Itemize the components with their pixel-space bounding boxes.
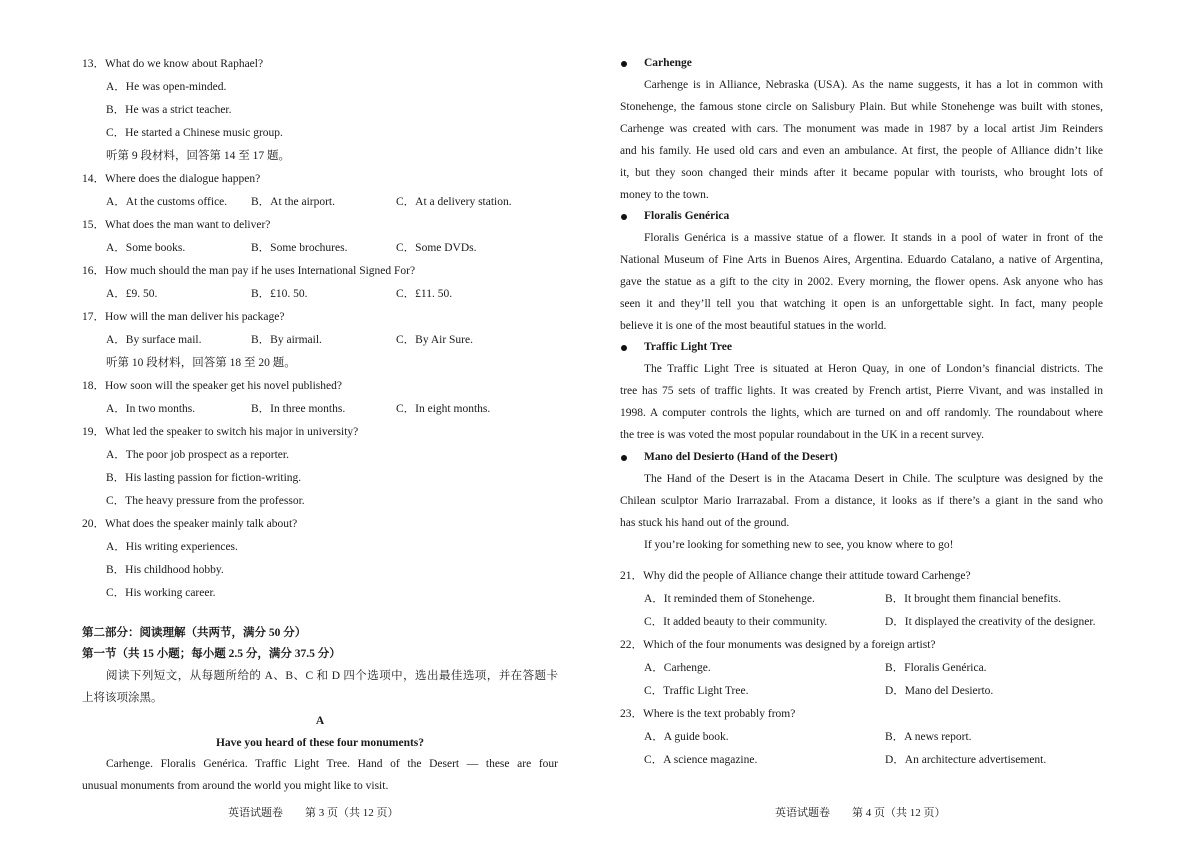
bullet-dot bbox=[621, 345, 627, 351]
q18-option-c: C．In eight months. bbox=[396, 403, 491, 415]
traffic-line-2: tree has 75 sets of traffic lights. It was created by French artist, Pierre Vivant, and was installed in bbox=[620, 385, 1103, 397]
q23-option-b: B．A news report. bbox=[885, 731, 972, 743]
question-21: 21．Why did the people of Alliance change their attitude toward Carhenge? bbox=[620, 570, 971, 582]
page-footer-left: 英语试题卷 第 3 页（共 12 页） bbox=[228, 807, 399, 819]
mano-line-1: The Hand of the Desert is in the Atacama Desert in Chile. The sculpture was designed by the bbox=[644, 473, 1103, 485]
q17-option-b: B．By airmail. bbox=[251, 334, 322, 346]
q14-option-a: A．At the customs office. bbox=[106, 196, 228, 208]
floralis-line-5: believe it is one of the most beautiful statues in the world. bbox=[620, 320, 887, 332]
q16-option-b: B．£10. 50. bbox=[251, 288, 308, 300]
question-13: 13．What do we know about Raphael? bbox=[82, 58, 264, 70]
question-19: 19．What led the speaker to switch his major in university? bbox=[82, 426, 359, 438]
q21-option-a: A．It reminded them of Stonehenge. bbox=[644, 593, 815, 605]
q22-option-a: A．Carhenge. bbox=[644, 662, 711, 674]
q23-option-a: A．A guide book. bbox=[644, 731, 729, 743]
section-heading-mano-del-desierto: Mano del Desierto (Hand of the Desert) bbox=[644, 451, 838, 463]
listening-instruction-9: 听第 9 段材料，回答第 14 至 17 题。 bbox=[106, 150, 290, 162]
q16-option-c: C．£11. 50. bbox=[396, 288, 453, 300]
q14-option-c: C．At a delivery station. bbox=[396, 196, 512, 208]
passage-intro-line-1: Carhenge. Floralis Genérica. Traffic Light Tree. Hand of the Desert — these are four bbox=[106, 758, 558, 770]
section-one-heading: 第一节（共 15 小题；每小题 2.5 分，满分 37.5 分） bbox=[82, 648, 341, 660]
q13-option-b: B．He was a strict teacher. bbox=[106, 104, 232, 116]
bullet-dot bbox=[621, 61, 627, 67]
traffic-line-1: The Traffic Light Tree is situated at Heron Quay, in one of London’s financial districts. The bbox=[644, 363, 1103, 375]
section-heading-floralis: Floralis Genérica bbox=[644, 210, 730, 222]
q13-option-a: A．He was open-minded. bbox=[106, 81, 227, 93]
listening-instruction-10: 听第 10 段材料，回答第 18 至 20 题。 bbox=[106, 357, 296, 369]
floralis-line-3: gave the statue as a gift to the city in 2002. Every morning, the flower opens. Ask anyone who has bbox=[620, 276, 1103, 288]
question-22: 22．Which of the four monuments was designed by a foreign artist? bbox=[620, 639, 936, 651]
page-footer-right: 英语试题卷 第 4 页（共 12 页） bbox=[775, 807, 946, 819]
q19-option-c: C．The heavy pressure from the professor. bbox=[106, 495, 305, 507]
q20-option-c: C．His working career. bbox=[106, 587, 216, 599]
question-14: 14．Where does the dialogue happen? bbox=[82, 173, 261, 185]
passage-intro-line-2: unusual monuments from around the world you might like to visit. bbox=[82, 780, 389, 792]
q22-option-b: B．Floralis Genérica. bbox=[885, 662, 987, 674]
q23-option-c: C．A science magazine. bbox=[644, 754, 758, 766]
question-16: 16．How much should the man pay if he uses International Signed For? bbox=[82, 265, 416, 277]
carhenge-line-1: Carhenge is in Alliance, Nebraska (USA). As the name suggests, it has a lot in common with bbox=[644, 79, 1103, 91]
q17-option-a: A．By surface mail. bbox=[106, 334, 202, 346]
question-20: 20．What does the speaker mainly talk about? bbox=[82, 518, 298, 530]
carhenge-line-3: Carhenge was created with cars. The monument was made in 1987 by a local artist Jim Reinders bbox=[620, 123, 1103, 135]
reading-instruction-line-1: 阅读下列短文，从每题所给的 A、B、C 和 D 四个选项中，选出最佳选项，并在答题卡 bbox=[106, 670, 558, 682]
q18-option-a: A．In two months. bbox=[106, 403, 196, 415]
question-18: 18．How soon will the speaker get his novel published? bbox=[82, 380, 342, 392]
q18-option-b: B．In three months. bbox=[251, 403, 346, 415]
q19-option-b: B．His lasting passion for fiction-writing. bbox=[106, 472, 302, 484]
closing-sentence: If you’re looking for something new to see, you know where to go! bbox=[644, 539, 954, 551]
q22-option-c: C．Traffic Light Tree. bbox=[644, 685, 749, 697]
passage-title: Have you heard of these four monuments? bbox=[215, 737, 425, 749]
q16-option-a: A．£9. 50. bbox=[106, 288, 158, 300]
q21-option-b: B．It brought them financial benefits. bbox=[885, 593, 1061, 605]
q21-option-d: D．It displayed the creativity of the designer. bbox=[885, 616, 1096, 628]
floralis-line-2: National Museum of Fine Arts in Buenos Aires, Argentina. Eduardo Catalano, a native of Argentina, bbox=[620, 254, 1103, 266]
traffic-line-3: 1998. A computer controls the lights, which are turned on and off randomly. The roundabout where bbox=[620, 407, 1103, 419]
q19-option-a: A．The poor job prospect as a reporter. bbox=[106, 449, 289, 461]
q15-option-b: B．Some brochures. bbox=[251, 242, 348, 254]
carhenge-line-2: Stonehenge, the famous stone circle on Salisbury Plain. But while Stonehenge was built with stones, bbox=[620, 101, 1103, 113]
section-heading-traffic-light-tree: Traffic Light Tree bbox=[644, 341, 732, 353]
q13-option-c: C．He started a Chinese music group. bbox=[106, 127, 283, 139]
question-23: 23．Where is the text probably from? bbox=[620, 708, 796, 720]
bullet-dot bbox=[621, 214, 627, 220]
mano-line-3: has stuck his hand out of the ground. bbox=[620, 517, 790, 529]
carhenge-line-5: it, but they soon changed their minds after it became popular with tourists, who brought lots of bbox=[620, 167, 1103, 179]
section-heading-carhenge: Carhenge bbox=[644, 57, 692, 69]
reading-instruction-line-2: 上将该项涂黑。 bbox=[82, 692, 163, 704]
q23-option-d: D．An architecture advertisement. bbox=[885, 754, 1047, 766]
carhenge-line-4: and his family. He used old cars and even an ambulance. At first, the people of Alliance didn’t like bbox=[620, 145, 1103, 157]
carhenge-line-6: money to the town. bbox=[620, 189, 709, 201]
passage-letter: A bbox=[315, 715, 325, 727]
q15-option-c: C．Some DVDs. bbox=[396, 242, 477, 254]
q15-option-a: A．Some books. bbox=[106, 242, 186, 254]
part-two-heading: 第二部分：阅读理解（共两节，满分 50 分） bbox=[82, 627, 307, 639]
traffic-line-4: the tree is was voted the most popular roundabout in the UK in a recent survey. bbox=[620, 429, 984, 441]
q17-option-c: C．By Air Sure. bbox=[396, 334, 473, 346]
question-17: 17．How will the man deliver his package? bbox=[82, 311, 285, 323]
q22-option-d: D．Mano del Desierto. bbox=[885, 685, 994, 697]
mano-line-2: Chilean sculptor Mario Irarrazabal. From a distance, it looks as if there’s a giant in the sand who bbox=[620, 495, 1103, 507]
q21-option-c: C．It added beauty to their community. bbox=[644, 616, 828, 628]
floralis-line-1: Floralis Genérica is a massive statue of a flower. It stands in a pool of water in front of the bbox=[644, 232, 1103, 244]
floralis-line-4: seen it and they’ll tell you that watching it open is an unforgettable sight. In fact, many people bbox=[620, 298, 1103, 310]
question-15: 15．What does the man want to deliver? bbox=[82, 219, 271, 231]
q20-option-a: A．His writing experiences. bbox=[106, 541, 238, 553]
q20-option-b: B．His childhood hobby. bbox=[106, 564, 224, 576]
q14-option-b: B．At the airport. bbox=[251, 196, 335, 208]
bullet-dot bbox=[621, 455, 627, 461]
